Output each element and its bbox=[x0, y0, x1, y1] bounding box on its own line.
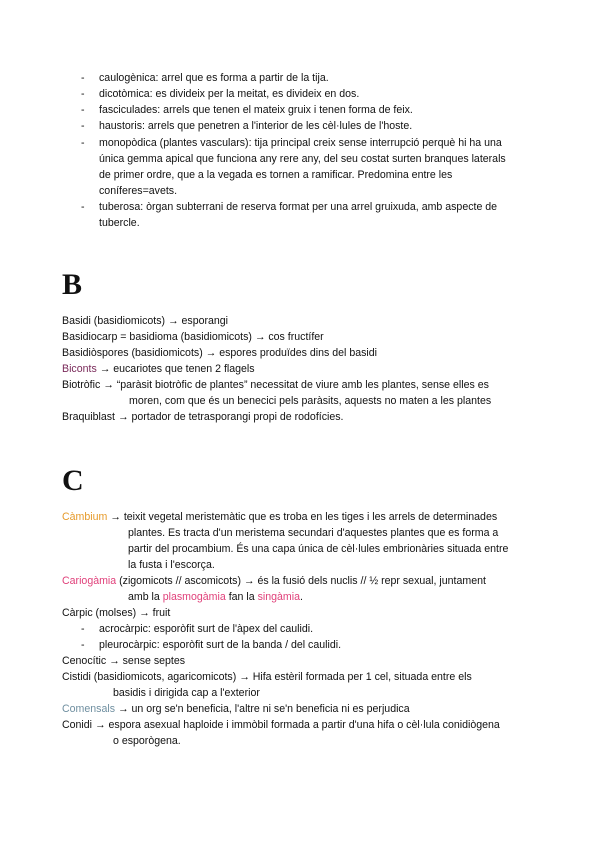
list-item: acrocàrpic: esporòfit surt de l'àpex del caulidi. bbox=[99, 623, 314, 635]
definition: → eucariotes que tenen 2 flagels bbox=[96, 363, 255, 375]
bullet-dash: - bbox=[81, 120, 85, 132]
term-biconts: Biconts bbox=[62, 363, 97, 375]
list-item-continued: de primer ordre, que a la vegada es tornen a ramificar. Predomina entre les bbox=[99, 169, 453, 181]
definition: → un org se'n beneficia, l'altre ni se'n beneficia ni es perjudica bbox=[115, 703, 410, 715]
definition: amb la bbox=[128, 591, 163, 603]
glossary-entry: Biotròfic → “paràsit biotròfic de plantes” necessitat de viure amb les plantes, sense elles es bbox=[62, 379, 489, 391]
section-letter-b: B bbox=[62, 268, 83, 301]
bullet-dash: - bbox=[81, 201, 85, 213]
glossary-entry bbox=[62, 701, 410, 717]
glossary-entry-continued bbox=[128, 589, 303, 605]
glossary-entry bbox=[62, 361, 255, 377]
list-item: caulogènica: arrel que es forma a partir de la tija. bbox=[99, 72, 329, 84]
glossary-entry bbox=[62, 573, 486, 589]
glossary-entry-continued: la fusta i l'escorça. bbox=[128, 559, 215, 571]
list-item-continued: única gemma apical que funciona any rere any, del seu costat surten branques laterals bbox=[99, 153, 506, 165]
glossary-entry: Càrpic (molses) → fruit bbox=[62, 607, 171, 619]
section-letter-c: C bbox=[62, 464, 84, 497]
glossary-entry: Cistidi (basidiomicots, agaricomicots) → Hifa estèril formada per 1 cel, situada entre els bbox=[62, 671, 472, 683]
glossary-entry: Cenocític → sense septes bbox=[62, 655, 186, 667]
list-item: tuberosa: òrgan subterrani de reserva format per una arrel gruixuda, amb aspecte de bbox=[99, 201, 498, 213]
bullet-dash: - bbox=[81, 88, 85, 100]
glossary-entry-continued: partir del procambium. És una capa única de cèl·lules embrionàries situada entre bbox=[128, 543, 509, 555]
bullet-dash: - bbox=[81, 137, 85, 149]
term-cariogamia: Cariogàmia bbox=[62, 575, 117, 587]
glossary-entry-continued: plantes. Es tracta d'un meristema secundari d'aquestes plantes que es forma a bbox=[128, 527, 499, 539]
definition: (zigomicots // ascomicots) → és la fusió dels nuclis // ½ repr sexual, juntament bbox=[116, 575, 486, 587]
list-item-continued: tubercle. bbox=[99, 217, 140, 229]
term-plasmogamia: plasmogàmia bbox=[162, 591, 226, 603]
bullet-dash: - bbox=[81, 104, 85, 116]
list-item: pleurocàrpic: esporòfit surt de la banda / del caulidi. bbox=[99, 639, 342, 651]
glossary-entry: Basidi (basidiomicots) → esporangi bbox=[62, 315, 229, 327]
bullet-dash: - bbox=[81, 639, 85, 651]
definition: . bbox=[299, 591, 303, 603]
list-item-continued: coníferes=avets. bbox=[99, 185, 178, 197]
glossary-entry: Basidiòspores (basidiomicots) → espores produïdes dins del basidi bbox=[62, 347, 378, 359]
definition: fan la bbox=[225, 591, 258, 603]
term-singamia: singàmia bbox=[257, 591, 300, 603]
list-item: dicotòmica: es divideix per la meitat, es divideix en dos. bbox=[99, 88, 360, 100]
glossary-entry-continued: moren, com que és un benecici pels paràsits, aquests no maten a les plantes bbox=[129, 395, 492, 407]
list-item: haustoris: arrels que penetren a l'interior de les cèl·lules de l'hoste. bbox=[99, 120, 413, 132]
list-item: fasciculades: arrels que tenen el mateix gruix i tenen forma de feix. bbox=[99, 104, 413, 116]
glossary-entry bbox=[62, 509, 497, 525]
definition: → teixit vegetal meristemàtic que es troba en les tiges i les arrels de determinades bbox=[107, 511, 498, 523]
glossary-entry-continued: o esporògena. bbox=[113, 735, 181, 747]
glossary-entry: Conidi → espora asexual haploide i immòbil formada a partir d'una hifa o cèl·lula conidiògena bbox=[62, 719, 500, 731]
bullet-dash: - bbox=[81, 623, 85, 635]
glossary-entry-continued: basidis i dirigida cap a l'exterior bbox=[113, 687, 260, 699]
list-item: monopòdica (plantes vasculars): tija principal creix sense interrupció perquè hi ha una bbox=[99, 137, 502, 149]
glossary-entry: Basidiocarp = basidioma (basidiomicots) → cos fructífer bbox=[62, 331, 324, 343]
bullet-dash: - bbox=[81, 72, 85, 84]
glossary-entry: Braquiblast → portador de tetrasporangi propi de rodofícies. bbox=[62, 411, 344, 423]
term-comensals: Comensals bbox=[62, 703, 115, 715]
term-cambium: Càmbium bbox=[62, 511, 108, 523]
